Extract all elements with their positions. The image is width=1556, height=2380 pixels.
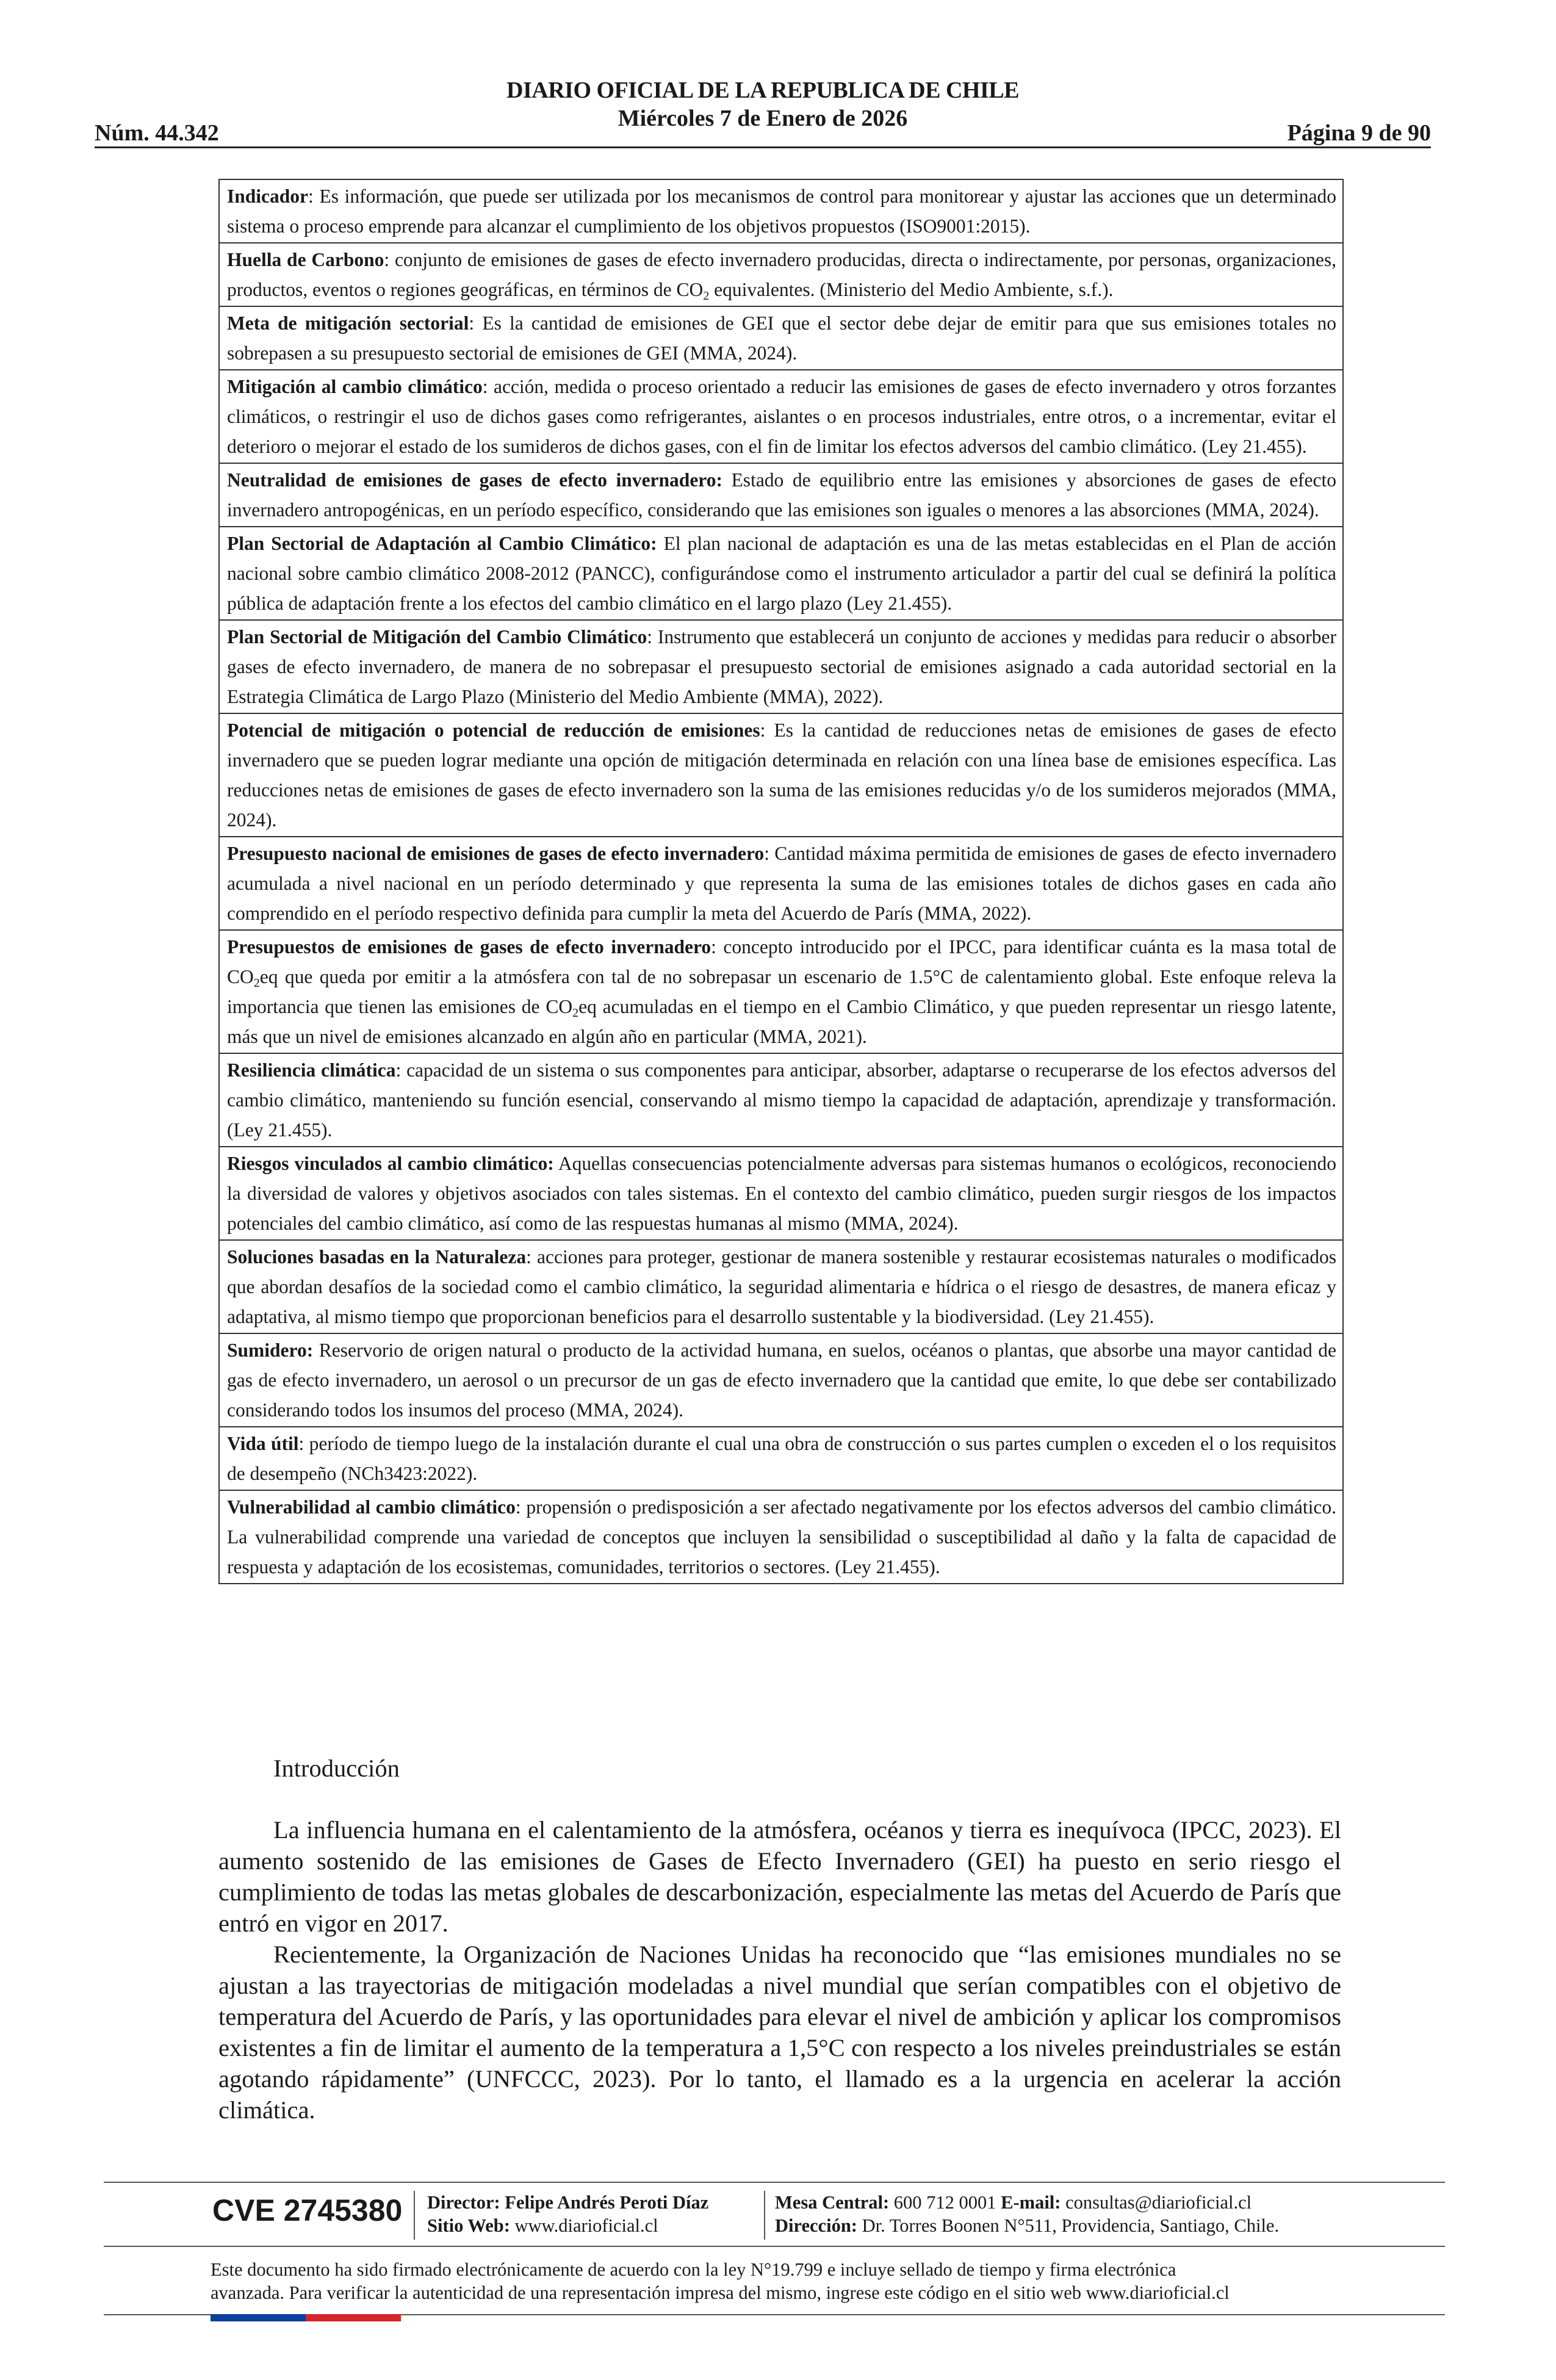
glossary-definition: concepto introducido por el IPCC, para identificar cuánta es la masa total de CO — [227, 936, 1336, 987]
page-header — [95, 76, 1431, 146]
glossary-definition: acción, medida o proceso orientado a reducir las emisiones de gases de efecto invernadero y otros forzantes climáticos, o restringir el uso de dichos gases como refrigerantes, aislantes o en procesos industriales, entre otros, o a incrementar, evitar el deterioro o mejorar el estado de los sumideros de dichos gases, con el fin de limitar los efectos adversos del cambio climático. (Ley 21.455). — [227, 376, 1336, 457]
glossary-entry — [220, 1334, 1342, 1427]
glossary-entry: Potencial de mitigación o potencial de reducción de emisiones: Es la cantidad de reducciones netas de emisiones de gases de efecto invernadero que se pueden lograr mediante una opción de mitigación determinada en relación con una línea base de emisiones específica. Las reducciones netas de emisiones de gases de efecto invernadero son la suma de las emisiones reducidas y/o de los sumideros mejorados (MMA, 2024). — [220, 714, 1342, 837]
body-paragraph: La influencia humana en el calentamiento de la atmósfera, océanos y tierra es inequívoca (IPCC, 2023). El aumento sostenido de las emisiones de Gases de Efecto Invernadero (GEI) ha puesto en serio riesgo el cumplimiento de todas las metas globales de descarbonización, especialmente las metas del Acuerdo de París que entró en vigor en 2017. — [218, 1816, 1341, 1937]
glossary-definition: Es la cantidad de reducciones netas de emisiones de gases de efecto invernadero que se pueden lograr mediante una opción de mitigación determinada en relación con una línea base de emisiones específica. Las reducciones netas de emisiones de gases de efecto invernadero son la suma de las emisiones reducidas y/o de los sumideros mejorados (MMA, 2024). — [227, 719, 1336, 831]
glossary-entry: Vida útil: período de tiempo luego de la instalación durante el cual una obra de construcción o sus partes cumplen o exceden el o los requisitos de desempeño (NCh3423:2022). — [220, 1427, 1342, 1491]
phone-number: 600 712 0001 — [893, 2192, 996, 2213]
header-divider — [95, 146, 1431, 148]
footer-separator — [764, 2191, 765, 2240]
glossary-entry: Meta de mitigación sectorial: Es la cantidad de emisiones de GEI que el sector debe dejar de emitir para que sus emisiones totales no sobrepasen a su presupuesto sectorial de emisiones de GEI (MMA, 2024). — [220, 307, 1342, 370]
glossary-term: Mitigación al cambio climático — [227, 376, 483, 397]
section-heading: Introducción — [273, 1754, 400, 1782]
signature-note: Este documento ha sido firmado electrónicamente de acuerdo con la ley N°19.799 e incluye sellado de tiempo y firma electrónica avanzada. Para verificar la autenticidad de una representación impresa del mismo, ingrese este código en el sitio web www.diarioficial.cl — [211, 2259, 1230, 2303]
cve-code: CVE 2745380 — [212, 2193, 403, 2227]
address: Dr. Torres Boonen N°511, Providencia, Santiago, Chile. — [862, 2215, 1280, 2236]
footer-director-block: Director: Felipe Andrés Peroti Díaz Sitio Web: www.diarioficial.cl — [427, 2192, 709, 2236]
email-link[interactable]: consultas@diarioficial.cl — [1065, 2192, 1252, 2213]
flag-stripe — [211, 2314, 401, 2321]
glossary-term: Plan Sectorial de Mitigación del Cambio Climático — [227, 626, 647, 647]
glossary-term: Vulnerabilidad al cambio climático — [227, 1496, 516, 1518]
publication-title: DIARIO OFICIAL DE LA REPUBLICA DE CHILE — [506, 78, 1019, 103]
glossary-term: Meta de mitigación sectorial — [227, 312, 469, 334]
glossary-entry: Vulnerabilidad al cambio climático: propensión o predisposición a ser afectado negativamente por los efectos adversos del cambio climático. La vulnerabilidad comprende una variedad de conceptos que incluyen la sensibilidad o susceptibilidad al daño y la falta de capacidad de respuesta y adaptación de los ecosistemas, comunidades, territorios o sectores. (Ley 21.455). — [227, 1496, 1336, 1578]
glossary-definition: Cantidad máxima permitida de emisiones de gases de efecto invernadero acumulada a nivel nacional en un período determinado y que representa la suma de las emisiones totales de dichos gases en cada año comprendido en el período respectivo definida para cumplir la meta del Acuerdo de París (MMA, 2022). — [227, 843, 1336, 924]
glossary-entry: Indicador: Es información, que puede ser utilizada por los mecanismos de control para monitorear y ajustar las acciones que un determinado sistema o proceso emprende para alcanzar el cumplimiento de los objetivos propuestos (ISO9001:2015). — [220, 180, 1342, 243]
glossary-definition: Aquellas consecuencias potencialmente adversas para sistemas humanos o ecológicos, reconociendo la diversidad de valores y objetivos asociados con tales sistemas. En el contexto del cambio climático, pueden surgir riesgos de los impactos potenciales del cambio climático, así como de las respuestas humanas al mismo (MMA, 2024). — [227, 1153, 1337, 1234]
glossary-definition: Estado de equilibrio entre las emisiones y absorciones de gases de efecto invernadero antropogénicas, en un período específico, considerando que las emisiones son iguales o menores a las absorciones (MMA, 2024). — [227, 469, 1337, 521]
body-paragraph: Recientemente, la Organización de Naciones Unidas ha reconocido que “las emisiones mundiales no se ajustan a las trayectorias de mitigación modeladas a nivel mundial que serían compatibles con el objetivo de temperatura del Acuerdo de París, y las oportunidades para elevar el nivel de ambición y aplicar los compromisos existentes a fin de limitar el aumento de la temperatura a 1,5°C con respecto a los niveles preindustriales se están agotando rápidamente” (UNFCCC, 2023). Por lo tanto, el llamado es a la urgencia en acelerar la acción climática. — [218, 1941, 1341, 2124]
glossary-entry: Huella de Carbono: conjunto de emisiones de gases de efecto invernadero producidas, directa o indirectamente, por personas, organizaciones, productos, eventos o regiones geográficas, en términos de $CO_2$ equivalentes. (Ministerio del Medio Ambiente, s.f.). — [220, 243, 1342, 307]
glossary-term: Huella de Carbono — [227, 249, 384, 270]
footer-divider-mid — [104, 2246, 1445, 2247]
issue-number: Núm. 44.342 — [95, 120, 219, 146]
glossary-term: Riesgos vinculados al cambio climático: — [227, 1153, 554, 1174]
glossary-table — [218, 179, 1344, 1584]
footer-contact-block: Mesa Central: 600 712 0001 E-mail: consultas@diarioficial.cl Dirección: Dr. Torres Boonen N°511, Providencia, Santiago, Chile. — [775, 2192, 1280, 2236]
flag-red-band — [306, 2314, 401, 2321]
glossary-definition: propensión o predisposición a ser afectado negativamente por los efectos adversos del cambio climático. La vulnerabilidad comprende una variedad de conceptos que incluyen la sensibilidad o susceptibilidad al daño y la falta de capacidad de respuesta y adaptación de los ecosistemas, comunidades, territorios o sectores. (Ley 21.455). — [227, 1496, 1336, 1578]
glossary-term: Neutralidad de emisiones de gases de efecto invernadero: — [227, 469, 722, 491]
glossary-entry: Presupuesto nacional de emisiones de gases de efecto invernadero: Cantidad máxima permitida de emisiones de gases de efecto invernadero acumulada a nivel nacional en un período determinado y que representa la suma de las emisiones totales de dichos gases en cada año comprendido en el período respectivo definida para cumplir la meta del Acuerdo de París (MMA, 2022). — [220, 837, 1342, 931]
website-link[interactable]: www.diarioficial.cl — [514, 2215, 658, 2236]
glossary-entry: Resiliencia climática: capacidad de un sistema o sus componentes para anticipar, absorber, adaptarse o recuperarse de los efectos adversos del cambio climático, manteniendo su función esencial, conservando al mismo tiempo la capacidad de adaptación, aprendizaje y transformación. (Ley 21.455). — [220, 1054, 1342, 1147]
glossary-term: Potencial de mitigación o potencial de reducción de emisiones — [227, 719, 760, 741]
glossary-term: Presupuesto nacional de emisiones de gases de efecto invernadero — [227, 843, 765, 864]
glossary-entry: Soluciones basadas en la Naturaleza: acciones para proteger, gestionar de manera sostenible y restaurar ecosistemas naturales o modificados que abordan desafíos de la sociedad como el cambio climático, la seguridad alimentaria e hídrica o el riesgo de desastres, de manera eficaz y adaptativa, al mismo tiempo que proporcionan beneficios para el desarrollo sustentable y la biodiversidad. (Ley 21.455). — [220, 1241, 1342, 1334]
glossary-term: Soluciones basadas en la Naturaleza — [227, 1246, 527, 1268]
glossary-entry: Plan Sectorial de Mitigación del Cambio Climático: Instrumento que establecerá un conjunto de acciones y medidas para reducir o absorber gases de efecto invernadero, de manera de no sobrepasar el presupuesto sectorial de emisiones asignado a cada autoridad sectorial en la Estrategia Climática de Largo Plazo (Ministerio del Medio Ambiente (MMA), 2022). — [220, 621, 1342, 714]
glossary-definition: Reservorio de origen natural o producto de la actividad humana, en suelos, océanos o plantas, que absorbe una mayor cantidad de gas de efecto invernadero, un aerosol o un precursor de un gas de efecto invernadero que la cantidad que emite, lo que debe ser contabilizado considerando todos los insumos del proceso (MMA, 2024). — [227, 1340, 1337, 1421]
glossary-definition: Es la cantidad de emisiones de GEI que el sector debe dejar de emitir para que sus emisiones totales no sobrepasen a su presupuesto sectorial de emisiones de GEI (MMA, 2024). — [227, 312, 1336, 364]
glossary-definition: capacidad de un sistema o sus componentes para anticipar, absorber, adaptarse o recuperarse de los efectos adversos del cambio climático, manteniendo su función esencial, conservando al mismo tiempo la capacidad de adaptación, aprendizaje y transformación. (Ley 21.455). — [227, 1059, 1336, 1141]
glossary-term: Plan Sectorial de Adaptación al Cambio Climático: — [227, 533, 657, 554]
flag-blue-band — [211, 2314, 306, 2321]
glossary-entry — [220, 464, 1342, 527]
page-number: Página 9 de 90 — [1287, 120, 1431, 146]
glossary-term: Sumidero: — [227, 1340, 314, 1361]
glossary-definition: Instrumento que establecerá un conjunto de acciones y medidas para reducir o absorber gases de efecto invernadero, de manera de no sobrepasar el presupuesto sectorial de emisiones asignado a cada autoridad sectorial en la Estrategia Climática de Largo Plazo (Ministerio del Medio Ambiente (MMA), 2022). — [227, 626, 1336, 707]
glossary-entry — [220, 527, 1342, 621]
header-center — [95, 76, 1431, 132]
glossary-term: Indicador — [227, 186, 309, 207]
glossary-term: Vida útil — [227, 1433, 299, 1454]
glossary-definition: El plan nacional de adaptación es una de las metas establecidas en el Plan de acción nacional sobre cambio climático 2008-2012 (PANCC), configurándose como el instrumento articulador a partir del cual se definirá la política pública de adaptación frente a los efectos del cambio climático en el largo plazo (Ley 21.455). — [227, 533, 1336, 614]
body-section — [218, 1753, 1341, 2126]
director-name: Felipe Andrés Peroti Díaz — [505, 2192, 709, 2213]
glossary-definition: período de tiempo luego de la instalación durante el cual una obra de construcción o sus partes cumplen o exceden el o los requisitos de desempeño (NCh3423:2022). — [227, 1433, 1336, 1484]
glossary-entry: Mitigación al cambio climático: acción, medida o proceso orientado a reducir las emisiones de gases de efecto invernadero y otros forzantes climáticos, o restringir el uso de dichos gases como refrigerantes, aislantes o en procesos industriales, entre otros, o a incrementar, evitar el deterioro o mejorar el estado de los sumideros de dichos gases, con el fin de limitar los efectos adversos del cambio climático. (Ley 21.455). — [220, 370, 1342, 464]
footer-separator — [414, 2191, 415, 2240]
glossary-entry — [220, 1147, 1342, 1241]
glossary-definition: conjunto de emisiones de gases de efecto invernadero producidas, directa o indirectamente, por personas, organizaciones, productos, eventos o regiones geográficas, en términos de CO — [227, 249, 1336, 300]
footer-divider-top — [104, 2182, 1445, 2183]
glossary-term: Presupuestos de emisiones de gases de efecto invernadero — [227, 936, 711, 957]
glossary-entry: Presupuestos de emisiones de gases de efecto invernadero: concepto introducido por el IPCC, para identificar cuánta es la masa total de $CO_2eq$ que queda por emitir a la atmósfera con tal de no sobrepasar un escenario de 1.5°C de calentamiento global. Este enfoque releva la importancia que tienen las emisiones de $CO_2eq$ acumuladas en el tiempo en el Cambio Climático, y que pueden representar un riesgo latente, más que un nivel de emisiones alcanzado en algún año en particular (MMA, 2021). — [220, 931, 1342, 1054]
glossary-definition: Es información, que puede ser utilizada por los mecanismos de control para monitorear y ajustar las acciones que un determinado sistema o proceso emprende para alcanzar el cumplimiento de los objetivos propuestos (ISO9001:2015). — [227, 186, 1336, 237]
glossary-definition: acciones para proteger, gestionar de manera sostenible y restaurar ecosistemas naturales o modificados que abordan desafíos de la sociedad como el cambio climático, la seguridad alimentaria e hídrica o el riesgo de desastres, de manera eficaz y adaptativa, al mismo tiempo que proporcionan beneficios para el desarrollo sustentable y la biodiversidad. (Ley 21.455). — [227, 1246, 1336, 1327]
glossary-term: Resiliencia climática — [227, 1059, 396, 1081]
publication-date: Miércoles 7 de Enero de 2026 — [618, 106, 908, 131]
